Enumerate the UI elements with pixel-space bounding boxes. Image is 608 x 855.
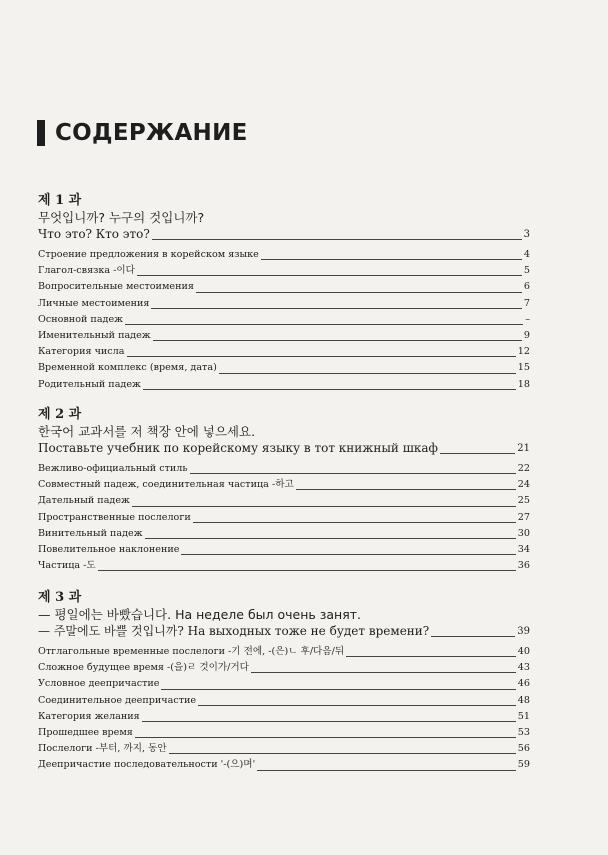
item-page: 27: [517, 511, 530, 523]
item-page: 15: [517, 362, 530, 374]
item-page: 36: [517, 560, 530, 572]
item-page: 40: [517, 646, 530, 657]
toc-item[interactable]: [38, 312, 530, 328]
toc-item[interactable]: [38, 558, 530, 574]
chapter-title-korean: 한국어 교과서를 저 책장 안에 넣으세요.: [38, 424, 256, 439]
leader-line: [431, 636, 515, 637]
item-page: 12: [517, 346, 530, 358]
leader-line: [125, 324, 523, 325]
chapter-items: [38, 247, 530, 393]
item-label: Родительный падеж: [38, 378, 141, 390]
item-page: 22: [517, 463, 530, 474]
toc-item[interactable]: [38, 757, 530, 773]
item-label: Пространственные послелоги: [38, 511, 191, 523]
item-label: Послелоги -부터, 까지, 동안: [38, 743, 167, 755]
leader-line: [135, 737, 516, 738]
item-page: 34: [517, 544, 530, 556]
toc-item[interactable]: [38, 263, 530, 279]
item-label: Строение предложения в корейском языке: [38, 249, 259, 260]
entry-label: Что это? Кто это?: [38, 227, 150, 241]
chapter-1: [38, 193, 530, 393]
toc-item[interactable]: [38, 526, 530, 542]
item-label: Именительный падеж: [38, 330, 151, 342]
item-page: 46: [517, 678, 530, 690]
item-page: 5: [523, 265, 530, 277]
leader-line: [137, 275, 522, 276]
entry-page: 39: [517, 626, 530, 637]
toc-item[interactable]: [38, 542, 530, 558]
leader-line: [145, 538, 516, 539]
leader-line: [151, 308, 521, 309]
leader-line: [98, 570, 516, 571]
item-label: Временной комплекс (время, дата): [38, 362, 217, 374]
chapter-main-entry[interactable]: [38, 440, 530, 457]
chapter-title-korean: — 평일에는 바빴습니다. На неделе был очень занят.: [38, 607, 361, 622]
toc-item[interactable]: [38, 360, 530, 376]
item-label: Отглагольные временные послелоги -기 전에, -(은)ㄴ 후/다음/뒤: [38, 646, 345, 657]
item-label: Совместный падеж, соединительная частица -하고: [38, 479, 294, 491]
item-label: Повелительное наклонение: [38, 544, 180, 556]
chapter-title-korean: 무엇입니까? 누구의 것입니까?: [38, 210, 205, 225]
item-page: 25: [517, 495, 530, 507]
item-page: 53: [517, 727, 530, 739]
toc-item[interactable]: [38, 644, 530, 660]
item-page: 18: [517, 378, 530, 390]
page-title: СОДЕРЖАНИЕ: [55, 120, 248, 146]
leader-line: [132, 506, 516, 507]
toc-item[interactable]: [38, 709, 530, 725]
item-page: 43: [517, 662, 530, 674]
leader-line: [296, 489, 516, 490]
item-page: 30: [517, 527, 530, 539]
item-label: Основной падеж: [38, 313, 123, 325]
chapter-items: [38, 644, 530, 774]
entry-label: — 주말에도 바쁠 것입니까? На выходных тоже не будет времени?: [38, 624, 430, 638]
leader-line: [181, 554, 515, 555]
toc-item[interactable]: [38, 741, 530, 757]
item-label: Соединительное деепричастие: [38, 694, 197, 706]
leader-line: [257, 770, 516, 771]
leader-line: [219, 373, 516, 374]
leader-line: [196, 292, 522, 293]
chapter-3: [38, 590, 530, 774]
toc-item[interactable]: [38, 660, 530, 676]
leader-line: [152, 239, 522, 240]
leader-line: [251, 672, 516, 673]
item-page: 48: [517, 694, 530, 706]
chapter-number: 제 1 과: [38, 193, 82, 208]
item-label: Прошедшее время: [38, 727, 133, 739]
leader-line: [261, 259, 522, 260]
item-label: Частица -도: [38, 560, 96, 572]
item-label: Винительный падеж: [38, 527, 143, 539]
item-page: 9: [523, 330, 530, 342]
item-page: 51: [517, 710, 530, 722]
toc-item[interactable]: [38, 493, 530, 509]
item-page: 24: [517, 479, 530, 491]
leader-line: [440, 453, 515, 454]
leader-line: [161, 689, 515, 690]
leader-line: [190, 473, 516, 474]
page-title-block: [37, 120, 248, 146]
toc-item[interactable]: [38, 477, 530, 493]
leader-line: [127, 356, 516, 357]
entry-page: 3: [523, 229, 530, 240]
chapter-number: 제 3 과: [38, 590, 82, 605]
item-page: 4: [523, 249, 530, 260]
toc-item[interactable]: [38, 461, 530, 477]
toc-item[interactable]: [38, 377, 530, 393]
chapter-number: 제 2 과: [38, 407, 82, 422]
toc-item[interactable]: [38, 279, 530, 295]
leader-line: [153, 340, 522, 341]
item-label: Сложное будущее время -(을)ㄹ 것이가/거다: [38, 662, 249, 674]
leader-line: [143, 389, 516, 390]
item-label: Личные местоимения: [38, 297, 150, 309]
leader-line: [198, 705, 516, 706]
leader-line: [193, 522, 516, 523]
toc-item[interactable]: [38, 247, 530, 263]
item-page: –: [525, 313, 530, 325]
item-page: 59: [517, 759, 530, 771]
toc-item[interactable]: [38, 676, 530, 692]
toc-item[interactable]: [38, 344, 530, 360]
toc-item[interactable]: [38, 328, 530, 344]
item-label: Дательный падеж: [38, 495, 130, 507]
item-label: Условное деепричастие: [38, 678, 160, 690]
toc-item[interactable]: [38, 725, 530, 741]
item-label: Категория числа: [38, 346, 125, 358]
item-label: Деепричастие последовательности '-(으)며': [38, 759, 256, 771]
toc-item[interactable]: [38, 510, 530, 526]
item-page: 6: [523, 281, 530, 293]
chapter-main-entry[interactable]: [38, 623, 530, 640]
leader-line: [169, 753, 516, 754]
chapter-2: [38, 407, 530, 574]
chapter-items: [38, 461, 530, 574]
toc-item[interactable]: [38, 296, 530, 312]
toc-item[interactable]: [38, 693, 530, 709]
item-label: Вежливо-официальный стиль: [38, 463, 188, 474]
chapter-main-entry[interactable]: [38, 226, 530, 243]
item-label: Вопросительные местоимения: [38, 281, 194, 293]
entry-label: Поставьте учебник по корейскому языку в тот книжный шкаф: [38, 441, 438, 455]
title-bar-marker: [37, 120, 45, 146]
item-label: Глагол-связка -이다: [38, 265, 135, 277]
leader-line: [346, 656, 516, 657]
item-page: 7: [523, 297, 530, 309]
item-page: 56: [517, 743, 530, 755]
leader-line: [142, 721, 516, 722]
entry-page: 21: [517, 443, 530, 454]
item-label: Категория желания: [38, 710, 140, 722]
